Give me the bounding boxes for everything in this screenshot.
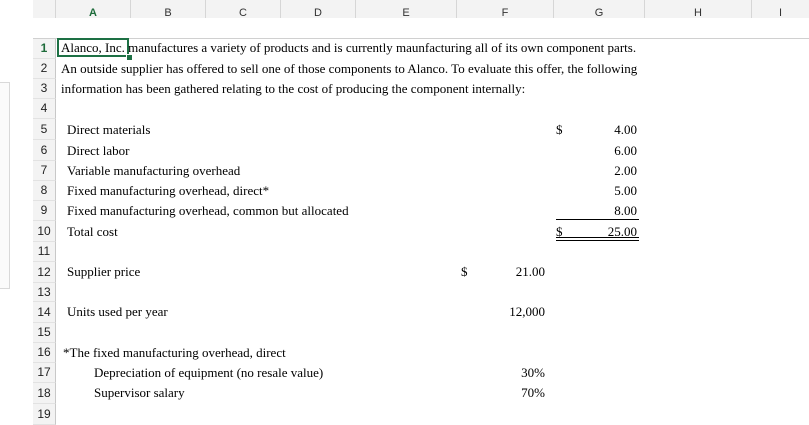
cost-label-direct-materials: Direct materials [67, 122, 151, 137]
total-cost-currency: $ [556, 224, 563, 239]
row-header-13[interactable]: 13 [33, 283, 56, 302]
intro-line-2: An outside supplier has offered to sell one of those components to Alanco. To evaluate this offer, the following [61, 61, 638, 76]
total-cost-label: Total cost [67, 224, 118, 239]
footnote-title: *The fixed manufacturing overhead, direct [63, 345, 286, 360]
column-header-a[interactable]: A [56, 0, 131, 20]
supplier-price-value: 21.00 [515, 264, 545, 279]
column-header-f[interactable]: F [457, 0, 554, 19]
row-header-7[interactable]: 7 [33, 161, 56, 181]
subtotal-underline [556, 219, 639, 220]
column-header-bar [33, 0, 809, 18]
footnote-item-depreciation: Depreciation of equipment (no resale value) [94, 365, 324, 380]
supplier-price-currency: $ [461, 264, 468, 279]
cost-label-direct-labor: Direct labor [67, 143, 130, 158]
row-header-17[interactable]: 17 [33, 363, 56, 383]
supplier-price-label: Supplier price [67, 264, 141, 279]
cost-label-variable-overhead: Variable manufacturing overhead [67, 163, 241, 178]
column-header-g[interactable]: G [554, 0, 645, 19]
column-header-i[interactable]: I [752, 0, 809, 19]
cost-value-direct-materials: 4.00 [614, 122, 637, 137]
spreadsheet[interactable] [33, 0, 809, 424]
row-header-6[interactable]: 6 [33, 140, 56, 161]
cost-value-fixed-direct: 5.00 [614, 183, 637, 198]
cost-value-direct-labor: 6.00 [614, 143, 637, 158]
row-header-14[interactable]: 14 [33, 302, 56, 323]
units-value: 12,000 [509, 304, 545, 319]
intro-line-3: information has been gathered relating to the cost of producing the component internally: [61, 81, 526, 96]
row-header-18[interactable]: 18 [33, 383, 56, 404]
row-header-16[interactable]: 16 [33, 343, 56, 363]
row-header-15[interactable]: 15 [33, 323, 56, 343]
row-header-3[interactable]: 3 [33, 79, 56, 99]
row-header-11[interactable]: 11 [33, 242, 56, 262]
total-cost-value: 25.00 [607, 224, 637, 239]
row-header-19[interactable]: 19 [33, 404, 56, 425]
cost-currency-direct-materials: $ [556, 122, 563, 137]
units-label: Units used per year [67, 304, 168, 319]
column-header-h[interactable]: H [645, 0, 752, 19]
total-double-underline [556, 237, 639, 241]
row-header-4[interactable]: 4 [33, 99, 56, 119]
column-header-e[interactable]: E [356, 0, 457, 19]
select-all-corner[interactable] [33, 0, 56, 19]
column-header-c[interactable]: C [206, 0, 281, 19]
cost-value-variable-overhead: 2.00 [614, 163, 637, 178]
row-header-9[interactable]: 9 [33, 201, 56, 221]
left-gutter [0, 0, 33, 424]
row-header-8[interactable]: 8 [33, 181, 56, 201]
row-header-1[interactable]: 1 [33, 39, 56, 59]
row-header-5[interactable]: 5 [33, 119, 56, 140]
intro-line-1: Alanco, Inc. manufactures a variety of products and is currently maunfacturing all of its own component parts. [61, 40, 637, 55]
footnote-value-depreciation: 30% [521, 365, 545, 380]
hidden-row-strip [33, 18, 809, 39]
column-header-d[interactable]: D [281, 0, 356, 19]
footnote-value-supervisor: 70% [521, 385, 545, 400]
row-header-12[interactable]: 12 [33, 262, 56, 283]
cost-label-fixed-common: Fixed manufacturing overhead, common but allocated [67, 203, 349, 218]
row-header-2[interactable]: 2 [33, 59, 56, 79]
footnote-item-supervisor: Supervisor salary [94, 385, 185, 400]
cost-label-fixed-direct: Fixed manufacturing overhead, direct* [67, 183, 270, 198]
column-header-b[interactable]: B [131, 0, 206, 19]
side-panel-edge [0, 82, 10, 289]
row-header-10[interactable]: 10 [33, 221, 56, 242]
cost-value-fixed-common: 8.00 [614, 203, 637, 218]
